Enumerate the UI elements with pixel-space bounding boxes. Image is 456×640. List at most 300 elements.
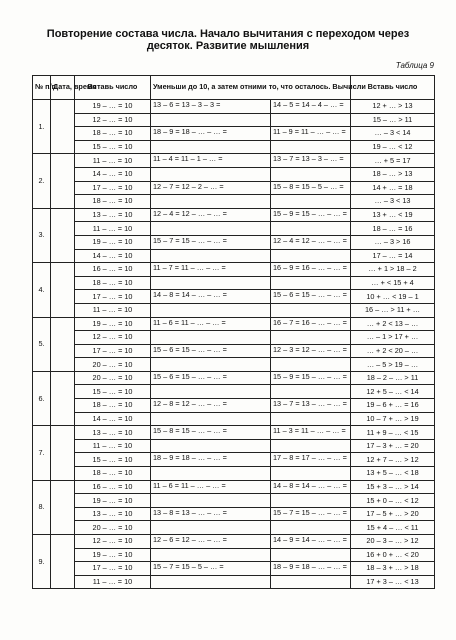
exercise-number: 1. <box>33 100 51 154</box>
equation-wrap <box>273 236 348 249</box>
insert-number-exercise[interactable]: 11 – … = 10 <box>75 303 151 317</box>
inequality-exercise[interactable]: 12 + 5 – … < 14 <box>351 385 435 399</box>
equation-wrap <box>273 413 348 426</box>
equation-wrap <box>153 549 268 562</box>
table-row <box>33 575 435 589</box>
reduce-exercise-right[interactable] <box>271 249 351 263</box>
inequality-exercise[interactable]: 18 – … = 16 <box>351 222 435 236</box>
inequality-exercise[interactable]: 18 – 3 + … > 18 <box>351 562 435 576</box>
inequality-exercise[interactable]: 17 – 3 + … = 20 <box>351 439 435 453</box>
table-row <box>33 439 435 453</box>
equation-wrap <box>153 236 268 249</box>
equation-text: 12 – 6 = 12 – … – … = <box>153 535 227 544</box>
equation-wrap <box>273 508 348 521</box>
insert-number-exercise[interactable]: 19 – … = 10 <box>75 494 151 508</box>
reduce-exercise-right[interactable] <box>271 562 351 576</box>
insert-number-exercise[interactable]: 12 – … = 10 <box>75 331 151 345</box>
insert-number-exercise[interactable]: 16 – … = 10 <box>75 480 151 494</box>
equation-wrap <box>153 345 268 358</box>
inequality-exercise[interactable]: … + 2 < 13 – … <box>351 317 435 331</box>
insert-number-exercise[interactable]: 11 – … = 10 <box>75 575 151 589</box>
equation-wrap <box>273 399 348 412</box>
reduce-exercise-right[interactable] <box>271 426 351 440</box>
insert-number-exercise[interactable]: 13 – … = 10 <box>75 208 151 222</box>
date-cell[interactable] <box>51 535 75 589</box>
inequality-exercise[interactable]: … – 1 > 17 + … <box>351 331 435 345</box>
reduce-exercise-right[interactable] <box>271 208 351 222</box>
equation-wrap <box>273 195 348 208</box>
reduce-exercise-right[interactable] <box>271 222 351 236</box>
reduce-exercise-left[interactable] <box>151 140 271 154</box>
equation-wrap <box>273 154 348 167</box>
table-body <box>33 100 435 589</box>
header-date: Дата, время <box>51 76 75 100</box>
header-insert-number-2: Вставь число <box>351 76 435 100</box>
reduce-exercise-left[interactable] <box>151 385 271 399</box>
inequality-exercise[interactable]: … – 3 < 13 <box>351 195 435 209</box>
equation-wrap <box>153 453 268 466</box>
equation-wrap <box>273 440 348 453</box>
equation-wrap <box>153 168 268 181</box>
reduce-exercise-right[interactable] <box>271 154 351 168</box>
insert-number-exercise[interactable]: 19 – … = 10 <box>75 548 151 562</box>
date-cell[interactable] <box>51 100 75 154</box>
equation-wrap <box>153 372 268 385</box>
equation-text: 14 – 5 = 14 – 4 – … = <box>273 100 344 109</box>
equation-text: 11 – 6 = 11 – … – … = <box>153 480 226 490</box>
equation-text: 14 – 9 = 14 – … – … = <box>273 535 347 544</box>
table-row <box>33 399 435 413</box>
date-cell[interactable] <box>51 480 75 534</box>
reduce-exercise-left[interactable] <box>151 453 271 467</box>
insert-number-exercise[interactable]: 20 – … = 10 <box>75 371 151 385</box>
inequality-exercise[interactable]: … + 1 > 18 – 2 <box>351 263 435 277</box>
reduce-exercise-left[interactable] <box>151 235 271 249</box>
inequality-exercise[interactable]: … + 2 < 20 – … <box>351 344 435 358</box>
table-row <box>33 467 435 481</box>
inequality-exercise[interactable]: 15 + 3 – … > 14 <box>351 480 435 494</box>
reduce-exercise-left[interactable] <box>151 371 271 385</box>
insert-number-exercise[interactable]: 19 – … = 10 <box>75 317 151 331</box>
reduce-exercise-left[interactable] <box>151 399 271 413</box>
equation-wrap <box>153 481 268 494</box>
insert-number-exercise[interactable]: 15 – … = 10 <box>75 385 151 399</box>
table-row <box>33 562 435 576</box>
equation-wrap <box>273 209 348 222</box>
inequality-exercise[interactable]: 14 + … = 18 <box>351 181 435 195</box>
reduce-exercise-right[interactable] <box>271 100 351 114</box>
reduce-exercise-right[interactable] <box>271 344 351 358</box>
table-row <box>33 167 435 181</box>
equation-text: 15 – 7 = 15 – 5 – … = <box>153 562 224 572</box>
inequality-exercise[interactable]: 18 – 2 – … > 11 <box>351 371 435 385</box>
equation-text: 11 – 3 = 11 – … – … = <box>273 426 346 436</box>
exercise-number: 6. <box>33 371 51 425</box>
reduce-exercise-left[interactable] <box>151 249 271 263</box>
insert-number-exercise[interactable]: 14 – … = 10 <box>75 167 151 181</box>
date-cell[interactable] <box>51 426 75 480</box>
reduce-exercise-left[interactable] <box>151 195 271 209</box>
equation-wrap <box>273 331 348 344</box>
equation-text: 15 – 6 = 15 – … – … = <box>153 344 227 354</box>
equation-text: 14 – 8 = 14 – … – … = <box>273 480 347 490</box>
reduce-exercise-left[interactable] <box>151 426 271 440</box>
reduce-exercise-left[interactable] <box>151 113 271 127</box>
reduce-exercise-left[interactable] <box>151 317 271 331</box>
equation-wrap <box>273 277 348 290</box>
equation-wrap <box>273 250 348 263</box>
inequality-exercise[interactable]: 17 + 3 – … < 13 <box>351 575 435 589</box>
exercise-number: 5. <box>33 317 51 371</box>
equation-wrap <box>273 182 348 195</box>
insert-number-exercise[interactable]: 17 – … = 10 <box>75 344 151 358</box>
equation-wrap <box>273 535 348 548</box>
reduce-exercise-right[interactable] <box>271 453 351 467</box>
equation-wrap <box>153 440 268 453</box>
equation-text: 14 – 8 = 14 – … – … = <box>153 290 227 300</box>
reduce-exercise-left[interactable] <box>151 507 271 521</box>
inequality-exercise[interactable]: 15 – … > 11 <box>351 113 435 127</box>
equation-wrap <box>153 331 268 344</box>
equation-wrap <box>153 535 268 548</box>
inequality-exercise[interactable]: 17 – … = 14 <box>351 249 435 263</box>
reduce-exercise-right[interactable] <box>271 276 351 290</box>
equation-wrap <box>273 263 348 276</box>
reduce-exercise-left[interactable] <box>151 358 271 372</box>
reduce-exercise-left[interactable] <box>151 439 271 453</box>
exercise-number: 4. <box>33 263 51 317</box>
equation-text: 15 – 9 = 15 – … – … = <box>273 371 347 381</box>
equation-text: 15 – 7 = 15 – … – … = <box>273 507 347 517</box>
reduce-exercise-left[interactable] <box>151 303 271 317</box>
equation-wrap <box>153 413 268 426</box>
equation-text: 12 – 4 = 12 – … – … = <box>153 208 227 218</box>
reduce-exercise-right[interactable] <box>271 195 351 209</box>
insert-number-exercise[interactable]: 17 – … = 10 <box>75 181 151 195</box>
reduce-exercise-right[interactable] <box>271 548 351 562</box>
reduce-exercise-left[interactable] <box>151 548 271 562</box>
table-row <box>33 453 435 467</box>
reduce-exercise-right[interactable] <box>271 439 351 453</box>
reduce-exercise-right[interactable] <box>271 412 351 426</box>
equation-wrap <box>273 304 348 317</box>
equation-wrap <box>273 100 348 113</box>
insert-number-exercise[interactable]: 11 – … = 10 <box>75 439 151 453</box>
reduce-exercise-right[interactable] <box>271 521 351 535</box>
equation-wrap <box>153 263 268 276</box>
equation-wrap <box>273 114 348 127</box>
inequality-exercise[interactable]: 20 – 3 – … > 12 <box>351 535 435 549</box>
equation-wrap <box>273 318 348 331</box>
table-row <box>33 181 435 195</box>
inequality-exercise[interactable]: 15 + 4 – … < 11 <box>351 521 435 535</box>
table-row <box>33 371 435 385</box>
exercise-number: 7. <box>33 426 51 480</box>
equation-wrap <box>273 345 348 358</box>
reduce-exercise-right[interactable] <box>271 371 351 385</box>
reduce-exercise-right[interactable] <box>271 399 351 413</box>
reduce-exercise-left[interactable] <box>151 181 271 195</box>
reduce-exercise-left[interactable] <box>151 154 271 168</box>
equation-wrap <box>153 562 268 575</box>
equation-text: 12 – 3 = 12 – … – … = <box>273 344 347 354</box>
reduce-exercise-right[interactable] <box>271 467 351 481</box>
equation-wrap <box>273 453 348 466</box>
equation-wrap <box>153 576 268 589</box>
equation-wrap <box>273 549 348 562</box>
equation-wrap <box>273 168 348 181</box>
reduce-exercise-left[interactable] <box>151 331 271 345</box>
reduce-exercise-right[interactable] <box>271 358 351 372</box>
reduce-exercise-right[interactable] <box>271 507 351 521</box>
reduce-exercise-right[interactable] <box>271 290 351 304</box>
equation-wrap <box>273 372 348 385</box>
equation-text: 12 – 4 = 12 – … – … = <box>273 235 347 245</box>
table-row <box>33 100 435 114</box>
equation-wrap <box>273 562 348 575</box>
inequality-exercise[interactable]: 12 + 7 – … > 12 <box>351 453 435 467</box>
equation-wrap <box>273 576 348 589</box>
table-row <box>33 195 435 209</box>
equation-text: 18 – 9 = 18 – … – … = <box>153 453 227 463</box>
inequality-exercise[interactable]: 13 + … < 19 <box>351 208 435 222</box>
table-row <box>33 222 435 236</box>
inequality-exercise[interactable]: 15 + 0 – … < 12 <box>351 494 435 508</box>
reduce-exercise-left[interactable] <box>151 290 271 304</box>
inequality-exercise[interactable]: 16 + 0 + … < 20 <box>351 548 435 562</box>
exercise-number: 8. <box>33 480 51 534</box>
exercise-number: 9. <box>33 535 51 589</box>
equation-wrap <box>153 141 268 154</box>
reduce-exercise-left[interactable] <box>151 494 271 508</box>
inequality-exercise[interactable]: 10 + … < 19 – 1 <box>351 290 435 304</box>
reduce-exercise-right[interactable] <box>271 331 351 345</box>
reduce-exercise-right[interactable] <box>271 317 351 331</box>
reduce-exercise-right[interactable] <box>271 263 351 277</box>
table-row <box>33 208 435 222</box>
reduce-exercise-left[interactable] <box>151 412 271 426</box>
equation-wrap <box>153 304 268 317</box>
reduce-exercise-left[interactable] <box>151 521 271 535</box>
insert-number-exercise[interactable]: 16 – … = 10 <box>75 263 151 277</box>
page-title: Повторение состава числа. Начало вычитания с переходом через десяток. Развитие мышления <box>46 28 410 52</box>
insert-number-exercise[interactable]: 17 – … = 10 <box>75 290 151 304</box>
table-row <box>33 303 435 317</box>
reduce-exercise-left[interactable] <box>151 263 271 277</box>
table-row <box>33 290 435 304</box>
reduce-exercise-left[interactable] <box>151 562 271 576</box>
equation-wrap <box>153 277 268 290</box>
inequality-exercise[interactable]: … – 3 > 16 <box>351 235 435 249</box>
table-row <box>33 127 435 141</box>
reduce-exercise-left[interactable] <box>151 344 271 358</box>
reduce-exercise-left[interactable] <box>151 222 271 236</box>
header-number: № п/п <box>33 76 51 100</box>
equation-wrap <box>153 114 268 127</box>
reduce-exercise-left[interactable] <box>151 127 271 141</box>
reduce-exercise-right[interactable] <box>271 303 351 317</box>
inequality-exercise[interactable]: 19 – 6 + … = 16 <box>351 399 435 413</box>
reduce-exercise-right[interactable] <box>271 127 351 141</box>
equation-text: 13 – 6 = 13 – 3 – 3 = <box>153 100 221 109</box>
table-header-row <box>33 76 435 100</box>
equation-text: 15 – 6 = 15 – … – … = <box>273 290 347 300</box>
equation-wrap <box>153 209 268 222</box>
equation-wrap <box>153 182 268 195</box>
table-row <box>33 113 435 127</box>
inequality-exercise[interactable]: 18 – … > 13 <box>351 167 435 181</box>
equation-wrap <box>273 141 348 154</box>
equation-wrap <box>273 127 348 140</box>
table-row <box>33 412 435 426</box>
insert-number-exercise[interactable]: 12 – … = 10 <box>75 113 151 127</box>
table-row <box>33 235 435 249</box>
table-row <box>33 426 435 440</box>
table-caption: Таблица 9 <box>395 61 434 70</box>
equation-text: 11 – 6 = 11 – … – … = <box>153 317 226 327</box>
insert-number-exercise[interactable]: 18 – … = 10 <box>75 467 151 481</box>
reduce-exercise-left[interactable] <box>151 480 271 494</box>
date-cell[interactable] <box>51 208 75 262</box>
reduce-exercise-right[interactable] <box>271 494 351 508</box>
reduce-exercise-left[interactable] <box>151 167 271 181</box>
reduce-exercise-right[interactable] <box>271 181 351 195</box>
insert-number-exercise[interactable]: 13 – … = 10 <box>75 507 151 521</box>
insert-number-exercise[interactable]: 20 – … = 10 <box>75 358 151 372</box>
reduce-exercise-right[interactable] <box>271 113 351 127</box>
inequality-exercise[interactable]: … + 5 = 17 <box>351 154 435 168</box>
date-cell[interactable] <box>51 154 75 208</box>
equation-wrap <box>153 250 268 263</box>
date-cell[interactable] <box>51 317 75 371</box>
equation-text: 11 – 4 = 11 – 1 – … = <box>153 154 223 164</box>
equation-text: 11 – 9 = 11 – … – … = <box>273 127 346 137</box>
exercise-number: 3. <box>33 208 51 262</box>
reduce-exercise-left[interactable] <box>151 208 271 222</box>
inequality-exercise[interactable]: 12 + … > 13 <box>351 100 435 114</box>
equation-text: 15 – 8 = 15 – 5 – … = <box>273 181 344 191</box>
exercise-number: 2. <box>33 154 51 208</box>
reduce-exercise-right[interactable] <box>271 535 351 549</box>
insert-number-exercise[interactable]: 14 – … = 10 <box>75 412 151 426</box>
insert-number-exercise[interactable]: 17 – … = 10 <box>75 562 151 576</box>
equation-wrap <box>153 222 268 235</box>
equation-text: 18 – 9 = 18 – … – … = <box>153 127 227 137</box>
insert-number-exercise[interactable]: 18 – … = 10 <box>75 276 151 290</box>
inequality-exercise[interactable]: 19 – … < 12 <box>351 140 435 154</box>
equation-wrap <box>153 385 268 398</box>
table-row <box>33 344 435 358</box>
reduce-exercise-left[interactable] <box>151 100 271 114</box>
inequality-exercise[interactable]: … + < 15 + 4 <box>351 276 435 290</box>
equation-text: 16 – 9 = 16 – … – … = <box>273 263 347 273</box>
equation-wrap <box>153 358 268 371</box>
table-row <box>33 521 435 535</box>
inequality-exercise[interactable]: 11 + 9 – … < 15 <box>351 426 435 440</box>
equation-wrap <box>153 195 268 208</box>
insert-number-exercise[interactable]: 11 – … = 10 <box>75 154 151 168</box>
reduce-exercise-right[interactable] <box>271 385 351 399</box>
insert-number-exercise[interactable]: 13 – … = 10 <box>75 426 151 440</box>
inequality-exercise[interactable]: … – 3 < 14 <box>351 127 435 141</box>
inequality-exercise[interactable]: 16 – … > 11 + … <box>351 303 435 317</box>
insert-number-exercise[interactable]: 15 – … = 10 <box>75 453 151 467</box>
insert-number-exercise[interactable]: 18 – … = 10 <box>75 127 151 141</box>
insert-number-exercise[interactable]: 14 – … = 10 <box>75 249 151 263</box>
reduce-exercise-right[interactable] <box>271 167 351 181</box>
equation-wrap <box>153 426 268 439</box>
reduce-exercise-right[interactable] <box>271 575 351 589</box>
equation-text: 15 – 8 = 15 – … – … = <box>153 426 227 436</box>
date-cell[interactable] <box>51 263 75 317</box>
equation-text: 18 – 9 = 18 – … – … = <box>273 562 347 572</box>
reduce-exercise-left[interactable] <box>151 467 271 481</box>
date-cell[interactable] <box>51 371 75 425</box>
equation-wrap <box>273 358 348 371</box>
table-row <box>33 317 435 331</box>
equation-text: 15 – 7 = 15 – … – … = <box>153 235 227 245</box>
inequality-exercise[interactable]: 17 – 5 + … > 20 <box>351 507 435 521</box>
insert-number-exercise[interactable]: 18 – … = 10 <box>75 399 151 413</box>
table-row <box>33 535 435 549</box>
reduce-exercise-right[interactable] <box>271 480 351 494</box>
equation-wrap <box>153 318 268 331</box>
inequality-exercise[interactable]: 13 + 5 – … < 18 <box>351 467 435 481</box>
reduce-exercise-left[interactable] <box>151 575 271 589</box>
insert-number-exercise[interactable]: 11 – … = 10 <box>75 222 151 236</box>
equation-text: 15 – 9 = 15 – … – … = <box>273 208 347 218</box>
table-row <box>33 358 435 372</box>
reduce-exercise-left[interactable] <box>151 535 271 549</box>
equation-wrap <box>273 494 348 507</box>
equation-wrap <box>273 426 348 439</box>
reduce-exercise-left[interactable] <box>151 276 271 290</box>
insert-number-exercise[interactable]: 19 – … = 10 <box>75 235 151 249</box>
equation-text: 13 – 7 = 13 – … – … = <box>273 399 347 409</box>
table-row <box>33 140 435 154</box>
insert-number-exercise[interactable]: 15 – … = 10 <box>75 140 151 154</box>
header-insert-number: Вставь число <box>75 76 151 100</box>
equation-wrap <box>153 467 268 480</box>
insert-number-exercise[interactable]: 19 – … = 10 <box>75 100 151 114</box>
insert-number-exercise[interactable]: 12 – … = 10 <box>75 535 151 549</box>
equation-wrap <box>273 521 348 534</box>
table-row <box>33 154 435 168</box>
insert-number-exercise[interactable]: 20 – … = 10 <box>75 521 151 535</box>
table-row <box>33 276 435 290</box>
equation-wrap <box>153 100 268 113</box>
equation-text: 12 – 8 = 12 – … – … = <box>153 399 227 409</box>
table-row <box>33 331 435 345</box>
insert-number-exercise[interactable]: 18 – … = 10 <box>75 195 151 209</box>
inequality-exercise[interactable]: 10 – 7 + … > 19 <box>351 412 435 426</box>
inequality-exercise[interactable]: … – 5 > 19 – … <box>351 358 435 372</box>
equation-wrap <box>153 521 268 534</box>
equation-text: 12 – 7 = 12 – 2 – … = <box>153 181 224 191</box>
equation-wrap <box>153 494 268 507</box>
equation-wrap <box>153 127 268 140</box>
equation-wrap <box>273 467 348 480</box>
header-reduce-to-ten: Уменьши до 10, а затем отними то, что осталось. Вычисли <box>151 76 351 100</box>
equation-wrap <box>153 508 268 521</box>
equation-text: 16 – 7 = 16 – … – … = <box>273 317 347 327</box>
table-row <box>33 249 435 263</box>
equation-wrap <box>153 399 268 412</box>
reduce-exercise-right[interactable] <box>271 140 351 154</box>
equation-text: 11 – 7 = 11 – … – … = <box>153 263 226 273</box>
equation-wrap <box>273 290 348 303</box>
reduce-exercise-right[interactable] <box>271 235 351 249</box>
